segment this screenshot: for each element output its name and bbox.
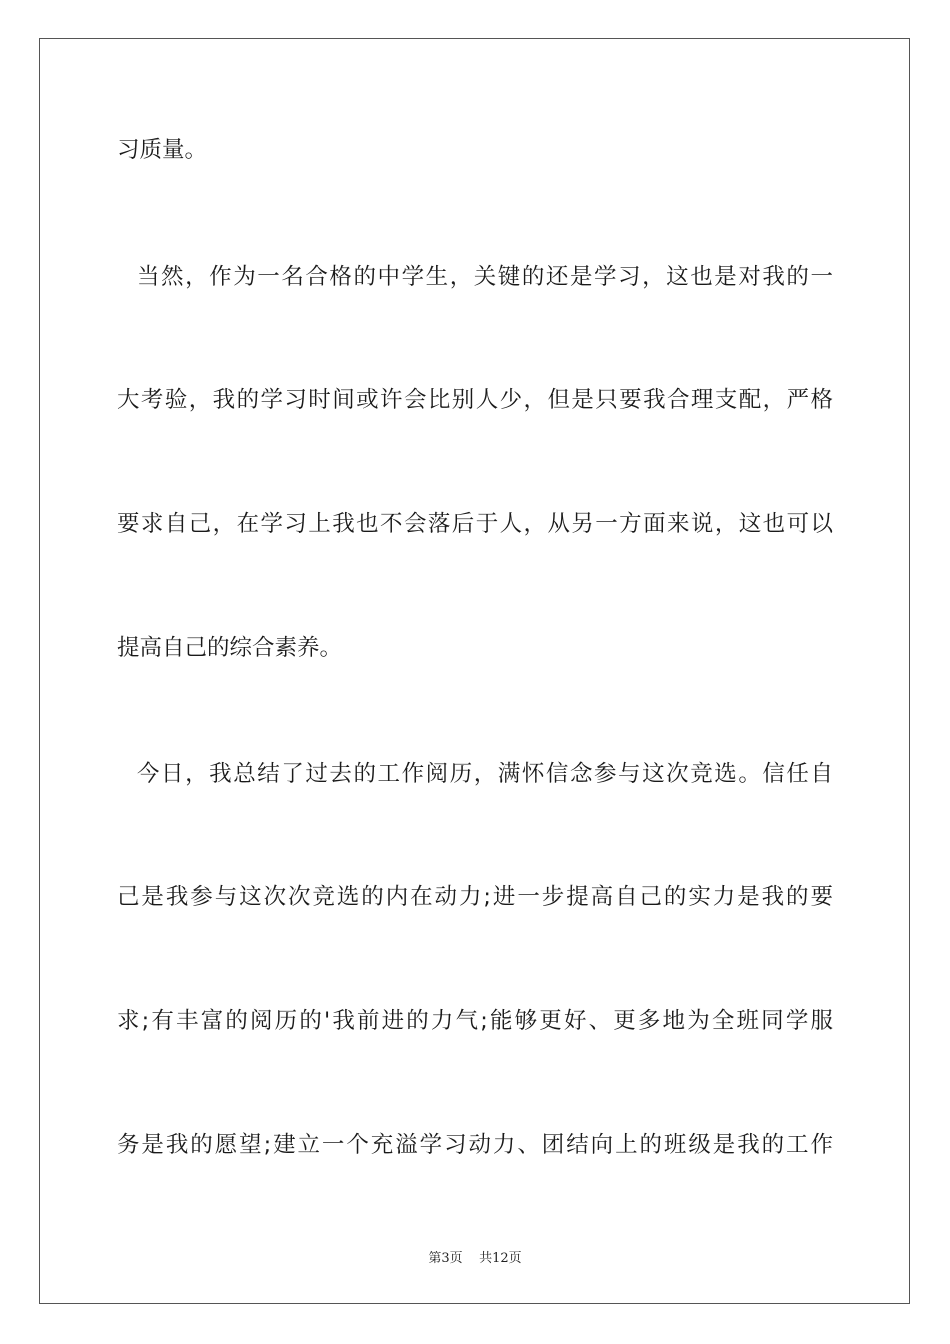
- page-border: [39, 38, 910, 1304]
- text-line-1: 习质量。: [117, 137, 208, 163]
- text-line-7: 己是我参与这次次竞选的内在动力;进一步提高自己的实力是我的要: [117, 884, 833, 910]
- page-total: 共12页: [479, 1251, 522, 1266]
- page-number: 第3页: [428, 1251, 463, 1266]
- text-line-4: 要求自己，在学习上我也不会落后于人，从另一方面来说，这也可以: [117, 511, 833, 537]
- text-line-6: 今日，我总结了过去的工作阅历，满怀信念参与这次竞选。信任自: [137, 761, 833, 787]
- text-line-5: 提高自己的综合素养。: [117, 635, 343, 661]
- text-line-2: 当然，作为一名合格的中学生，关键的还是学习，这也是对我的一: [137, 264, 833, 290]
- text-line-3: 大考验，我的学习时间或许会比别人少，但是只要我合理支配，严格: [117, 387, 833, 413]
- page-footer: [0, 1247, 950, 1266]
- text-line-9: 务是我的愿望;建立一个充溢学习动力、团结向上的班级是我的工作: [117, 1132, 833, 1158]
- text-line-8: 求;有丰富的阅历的'我前进的力气;能够更好、更多地为全班同学服: [117, 1008, 833, 1034]
